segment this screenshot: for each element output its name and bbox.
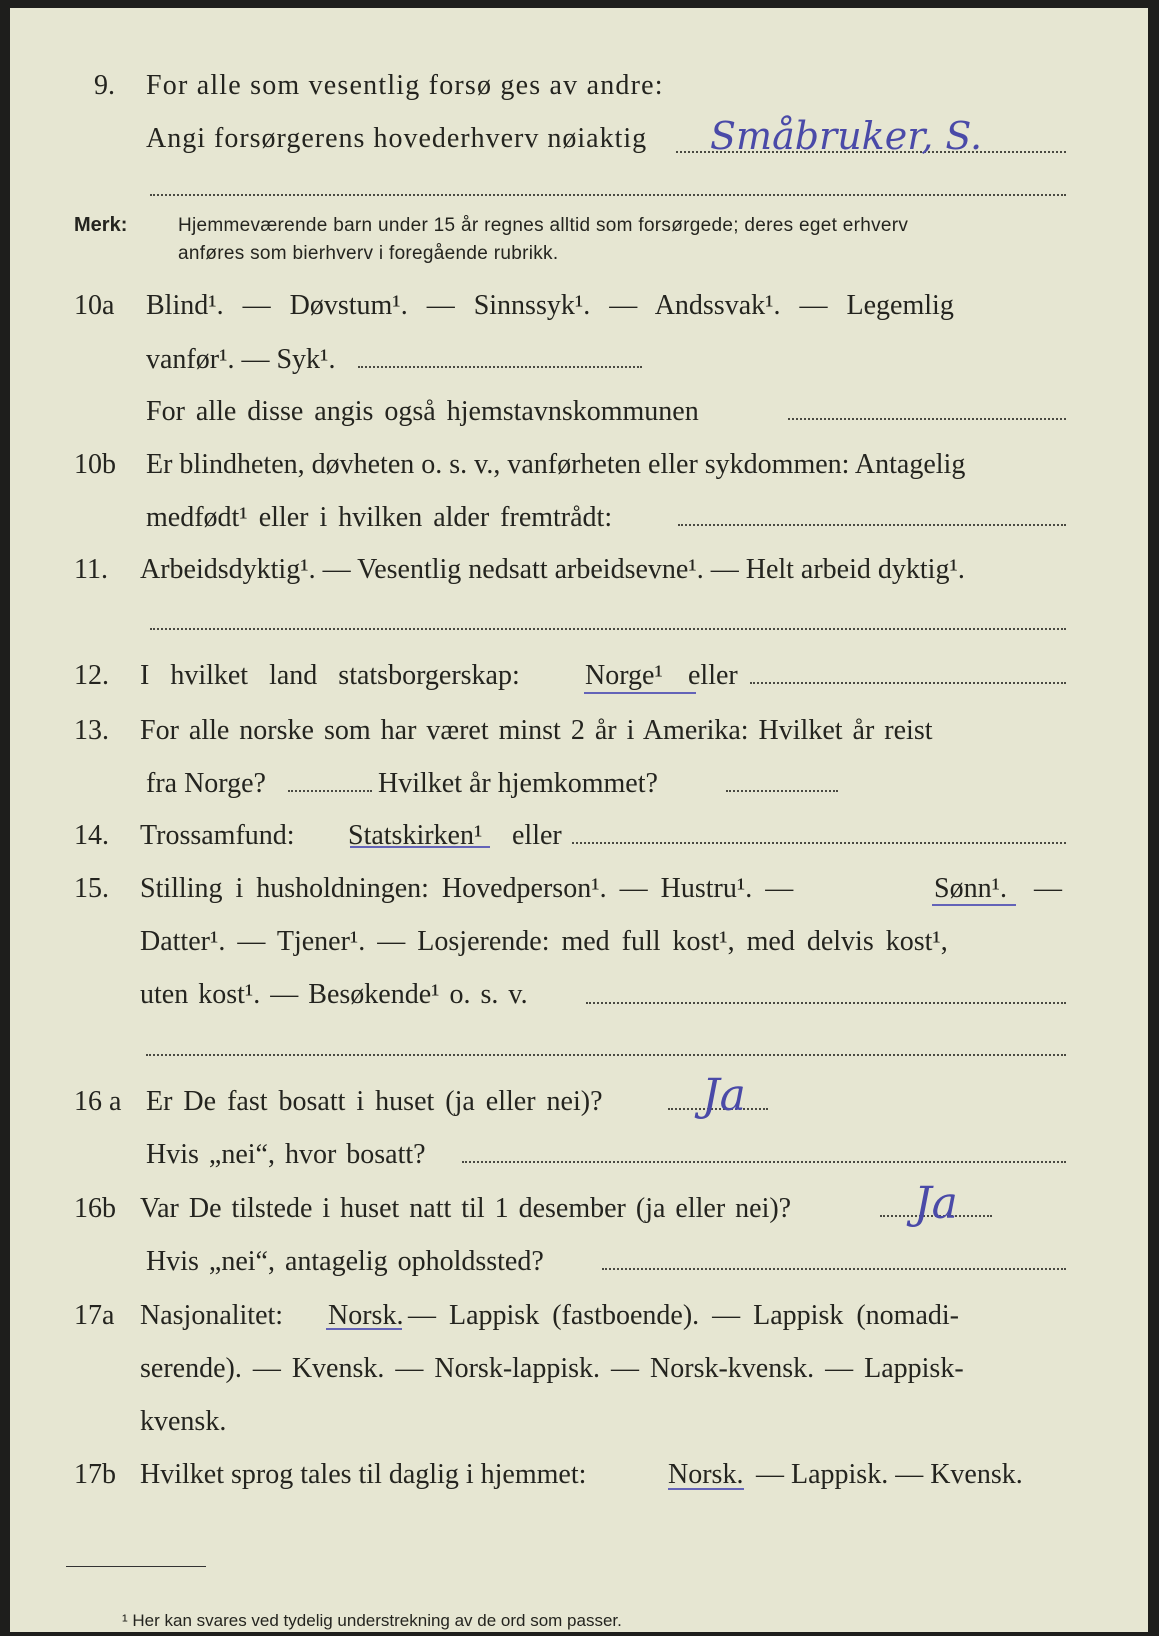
q14-blank-line xyxy=(572,842,1066,844)
q14-underlined: Statskirken¹ xyxy=(348,820,483,851)
q15-pen-underline xyxy=(932,904,1016,906)
q10a-kommune-line xyxy=(788,418,1066,420)
q9-handwritten-answer: Småbruker, S. xyxy=(710,114,983,158)
q14-suffix: eller xyxy=(512,820,562,851)
q15-blank-line-2 xyxy=(146,1054,1066,1056)
q15-line1u: Sønn¹. xyxy=(934,873,1007,904)
q14-pen-underline xyxy=(350,846,490,848)
footnote-rule xyxy=(66,1566,206,1567)
q17b-underlined: Norsk. xyxy=(668,1459,744,1490)
q13-hjemkommet-line xyxy=(726,790,838,792)
footnote: ¹ Her kan svares ved tydelig understrekning av de ord som passer. xyxy=(122,1611,622,1630)
q11-line1: Arbeidsdyktig¹. — Vesentlig nedsatt arbeidsevne¹. — Helt arbeid dyktig¹. xyxy=(140,554,965,585)
q9-number: 9. xyxy=(94,70,115,101)
q16b-opholdssted-line xyxy=(602,1268,1066,1270)
q17a-number: 17a xyxy=(74,1300,115,1331)
q15-blank-line-1 xyxy=(586,1002,1066,1004)
q16b-line2: Hvis „nei“, antagelig opholdssted? xyxy=(146,1246,544,1277)
q16a-bosatt-line xyxy=(462,1161,1066,1163)
q13-number: 13. xyxy=(74,715,109,746)
q17a-line1u: Norsk. xyxy=(328,1300,404,1331)
q12-pen-underline xyxy=(584,692,696,694)
q16a-line2: Hvis „nei“, hvor bosatt? xyxy=(146,1139,426,1170)
q13-line2a: fra Norge? xyxy=(146,768,266,799)
q14-prefix: Trossamfund: xyxy=(140,820,295,851)
q17a-line1a: Nasjonalitet: xyxy=(140,1300,284,1331)
q10a-number: 10a xyxy=(74,290,115,321)
q11-blank-line xyxy=(150,628,1066,630)
q17b-prefix: Hvilket sprog tales til daglig i hjemmet: xyxy=(140,1459,587,1490)
q16b-handwritten-answer: Ja xyxy=(914,1178,958,1229)
q17b-number: 17b xyxy=(74,1459,116,1490)
q10b-line1: Er blindheten, døvheten o. s. v., vanførheten eller sykdommen: Antagelig xyxy=(146,449,966,480)
q9-line2: Angi forsørgerens hovederhverv nøiaktig xyxy=(146,123,648,154)
q17a-pen-underline xyxy=(326,1328,402,1330)
q13-reist-line xyxy=(288,790,372,792)
q16a-handwritten-answer: Ja xyxy=(702,1070,746,1121)
q15-line2: Datter¹. — Tjener¹. — Losjerende: med full kost¹, med delvis kost¹, xyxy=(140,926,948,957)
q13-line1: For alle norske som har været minst 2 år i Amerika: Hvilket år reist xyxy=(140,715,933,746)
q17b-suffix: — Lappisk. — Kvensk. xyxy=(756,1459,1023,1490)
q15-line3: uten kost¹. — Besøkende¹ o. s. v. xyxy=(140,979,528,1010)
q11-number: 11. xyxy=(74,554,108,585)
q12-underlined: Norge¹ xyxy=(585,660,663,691)
q10b-line2: medfødt¹ eller i hvilken alder fremtrådt: xyxy=(146,502,613,533)
q12-number: 12. xyxy=(74,660,109,691)
census-form-page xyxy=(10,8,1148,1632)
q15-number: 15. xyxy=(74,873,109,904)
q9-line1: For alle som vesentlig forsø ges av andre: xyxy=(146,70,664,101)
q10a-line1: Blind¹. — Døvstum¹. — Sinnssyk¹. — Andssvak¹. — Legemlig xyxy=(146,290,954,321)
q15-line1b: — xyxy=(1034,873,1062,904)
q16b-number: 16b xyxy=(74,1193,116,1224)
q10b-number: 10b xyxy=(74,449,116,480)
q15-line1a: Stilling i husholdningen: Hovedperson¹. — Hustru¹. — xyxy=(140,873,794,904)
q12-prefix: I hvilket land statsborgerskap: xyxy=(140,660,520,691)
q17a-line1b: — Lappisk (fastboende). — Lappisk (nomadi- xyxy=(408,1300,959,1331)
q12-blank-line xyxy=(750,682,1066,684)
q17a-line2: serende). — Kvensk. — Norsk-lappisk. — Norsk-kvensk. — Lappisk- xyxy=(140,1353,964,1384)
q17b-pen-underline xyxy=(668,1488,744,1490)
q10a-line3: For alle disse angis også hjemstavnskommunen xyxy=(146,396,699,427)
merk-label: Merk: xyxy=(74,214,128,236)
q14-number: 14. xyxy=(74,820,109,851)
q10a-line2: vanfør¹. — Syk¹. xyxy=(146,344,336,375)
q17a-line3: kvensk. xyxy=(140,1406,227,1437)
q16b-line1: Var De tilstede i huset natt til 1 desember (ja eller nei)? xyxy=(140,1193,792,1224)
q12-suffix: eller xyxy=(688,660,738,691)
q10a-syk-line xyxy=(358,366,642,368)
q10b-alder-line xyxy=(678,524,1066,526)
q16a-line1: Er De fast bosatt i huset (ja eller nei)? xyxy=(146,1086,603,1117)
q9-blank-line xyxy=(150,194,1066,196)
q13-line2b: Hvilket år hjemkommet? xyxy=(378,768,658,799)
q16a-number: 16 a xyxy=(74,1086,122,1117)
merk-line1: Hjemmeværende barn under 15 år regnes alltid som forsørgede; deres eget erhverv xyxy=(178,215,909,236)
merk-line2: anføres som bierhverv i foregående rubrikk. xyxy=(178,243,559,264)
